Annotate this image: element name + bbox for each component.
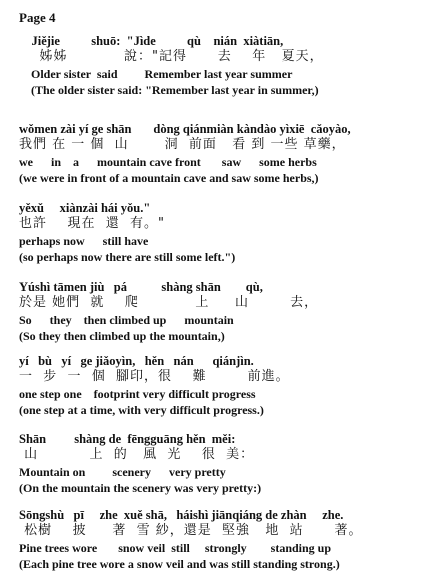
chinese-line: 松樹 披 著 雪 紗，還是 堅強 地 站 著。 [19,523,363,538]
pinyin-line: Shān shàng de fēngguāng hěn měi: [19,432,236,446]
page-label: Page 4 [19,10,56,25]
chinese-line: 一 步 一 個 腳印，很 難 前進。 [19,369,290,384]
gloss-line: we in a mountain cave front saw some herbs [19,155,317,169]
chinese-line: 姊姊 說："記得 去 年 夏天， [19,49,324,64]
translation-line: (so perhaps now there are still some left.") [19,250,236,264]
chinese-line: 於是 她們 就 爬 上 山 去， [19,295,319,310]
translation-line: (The older sister said: "Remember last year in summer,) [19,83,319,97]
gloss-line: Pine trees wore snow veil still strongly standing up [19,541,332,555]
pinyin-line: Yúshì tāmen jiù pá shàng shān qù, [19,280,263,294]
pinyin-line: Jiějie shuō: "Jìde qù nián xiàtiān, [19,34,284,48]
pinyin-line: Sōngshù pī zhe xuě shā, háishì jiānqiáng de zhàn zhe. [19,508,344,522]
chinese-line: 我們 在 一 個 山 洞 前面 看 到 一些 草藥， [19,137,346,152]
gloss-line: So they then climbed up mountain [19,313,234,327]
pinyin-line: yěxǔ xiànzài hái yǒu." [19,201,151,215]
translation-line: (So they then climbed up the mountain,) [19,329,225,343]
translation-line: (one step at a time, with very difficult progress.) [19,403,264,417]
pinyin-line: yí bù yí ge jiǎoyìn, hěn nán qiánjìn. [19,354,254,368]
translation-line: (On the mountain the scenery was very pretty:) [19,481,262,495]
gloss-line: Older sister said Remember last year summer [19,67,293,81]
translation-line: (we were in front of a mountain cave and saw some herbs,) [19,171,319,185]
translation-line: (Each pine tree wore a snow veil and was still standing strong.) [19,557,340,571]
pinyin-line: wǒmen zài yí ge shān dòng qiánmiàn kàndào yìxiē cǎoyào, [19,122,351,136]
chinese-line: 山 上 的 風 光 很 美： [19,447,255,462]
gloss-line: Mountain on scenery very pretty [19,465,226,479]
gloss-line: one step one footprint very difficult progress [19,387,256,401]
gloss-line: perhaps now still have [19,234,149,248]
chinese-line: 也許 現在 還 有。" [19,216,166,231]
